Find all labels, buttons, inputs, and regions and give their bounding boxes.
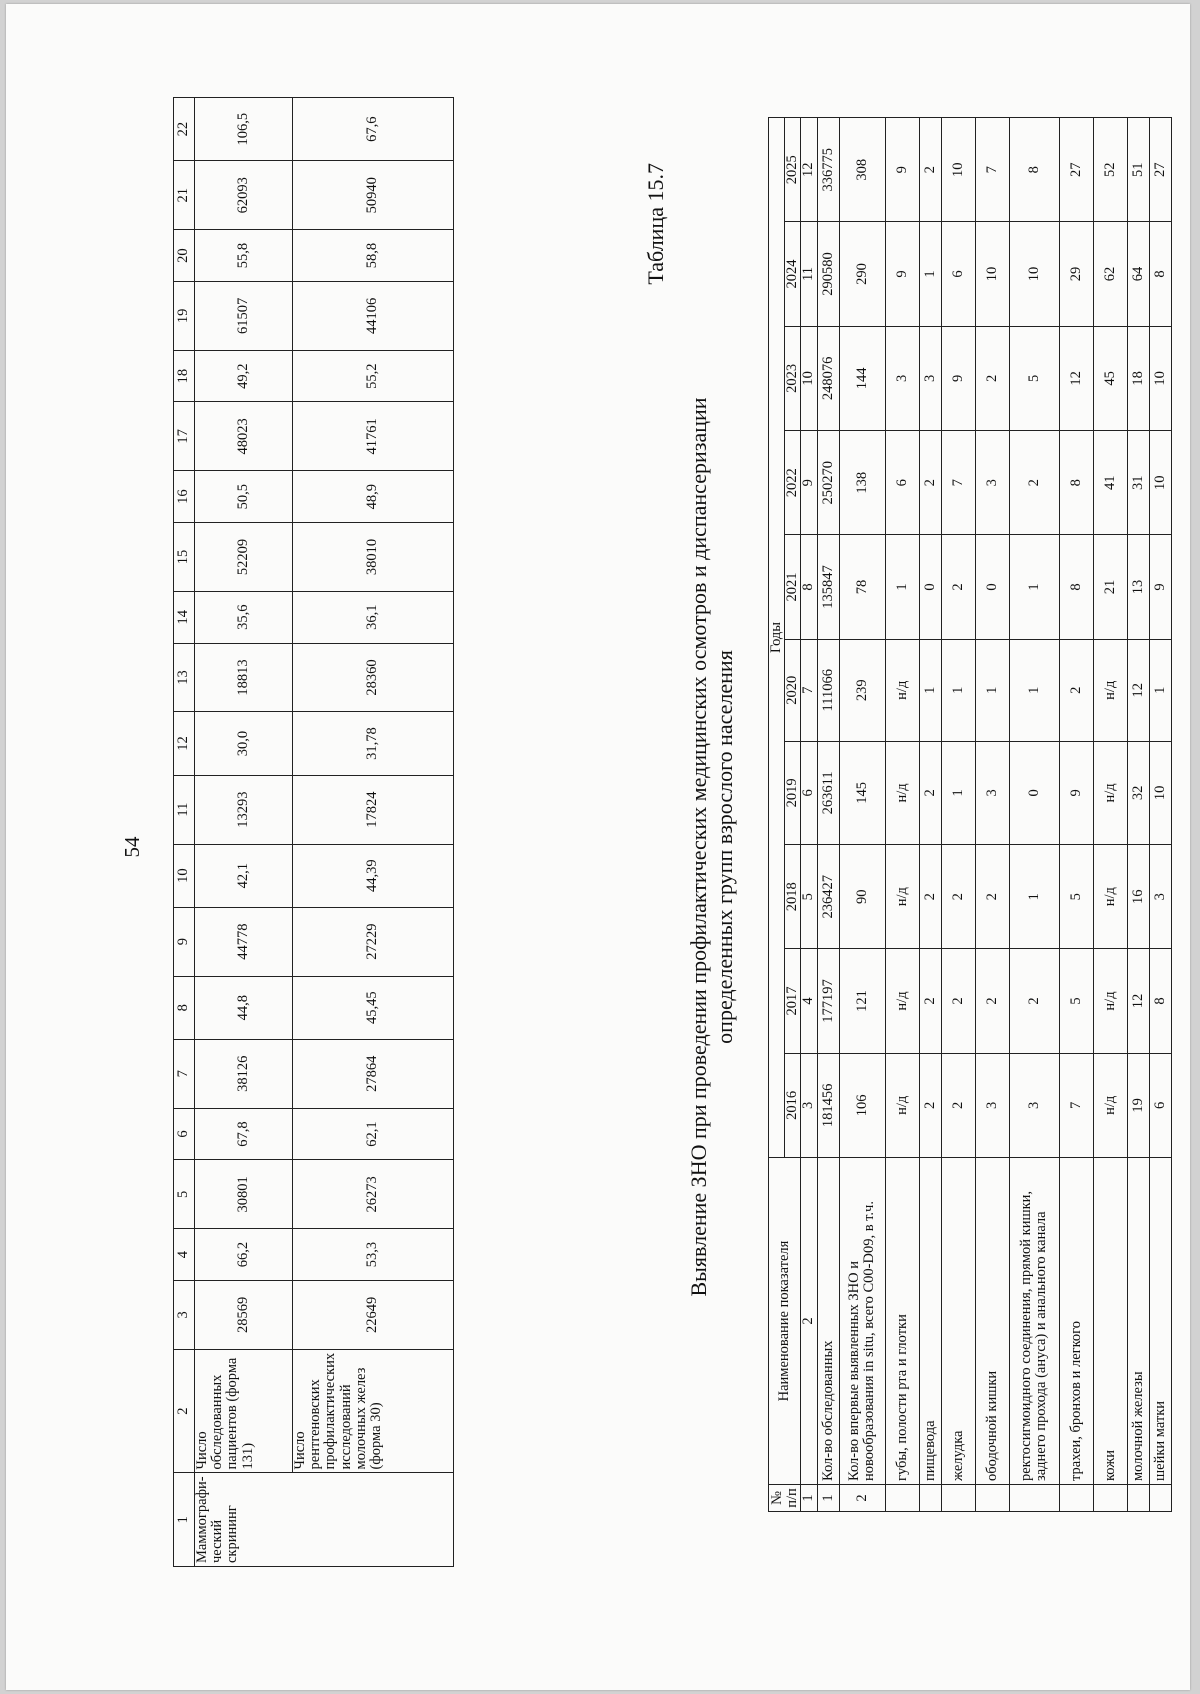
value-cell: 48023 <box>195 402 293 471</box>
value-cell: 1 <box>919 222 941 326</box>
value-cell: 2 <box>919 845 941 949</box>
year-header-cell: 2017 <box>785 949 801 1053</box>
value-cell: 10 <box>1149 326 1171 430</box>
column-header-name: Наименование показателя <box>769 1158 801 1485</box>
table-row <box>817 118 839 1512</box>
value-cell: 121 <box>839 949 885 1053</box>
value-cell: 10 <box>1149 431 1171 535</box>
value-cell: 2 <box>941 949 975 1053</box>
table-row <box>919 118 941 1512</box>
table-row <box>1127 118 1149 1512</box>
value-cell: 181456 <box>817 1053 839 1157</box>
table-row <box>195 98 293 1567</box>
value-cell: 2 <box>919 118 941 222</box>
index-cell: 11 <box>801 222 817 326</box>
value-cell: 7 <box>975 118 1009 222</box>
value-cell: 2 <box>941 845 975 949</box>
table-row <box>975 118 1009 1512</box>
indicator-name-cell: Кол-во впервые выявленных ЗНО и новообразования in situ, всего С00-D09, в т.ч. <box>839 1158 885 1485</box>
column-header-number: № п/п <box>769 1485 801 1512</box>
index-cell: 12 <box>801 118 817 222</box>
header-cell: 19 <box>174 281 195 350</box>
year-header-cell: 2018 <box>785 845 801 949</box>
value-cell: 2 <box>975 949 1009 1053</box>
value-cell: 22649 <box>293 1280 454 1349</box>
value-cell: н/д <box>885 639 919 741</box>
value-cell: 27 <box>1149 118 1171 222</box>
value-cell: 308 <box>839 118 885 222</box>
index-cell: 7 <box>801 639 817 741</box>
table-row <box>839 118 885 1512</box>
document-page <box>6 4 1190 1690</box>
value-cell: 10 <box>1149 741 1171 844</box>
year-header-cell: 2021 <box>785 535 801 639</box>
value-cell: 19 <box>1127 1053 1149 1157</box>
row-label-cell: Число рентгеновских профилактических исследований молочных желез (форма 30) <box>293 1349 454 1473</box>
table-header-row <box>174 98 195 1567</box>
value-cell: 0 <box>975 535 1009 639</box>
value-cell: 1 <box>919 639 941 741</box>
header-cell: 12 <box>174 712 195 775</box>
value-cell: 3 <box>975 1053 1009 1157</box>
indicator-name-cell: ректосигмоидного соединения, прямой кишки, заднего прохода (ануса) и анального канала <box>1009 1158 1059 1485</box>
header-cell: 5 <box>174 1160 195 1229</box>
row-number-cell <box>1059 1485 1093 1512</box>
value-cell: 0 <box>919 535 941 639</box>
value-cell: 36,1 <box>293 591 454 643</box>
value-cell: 50940 <box>293 161 454 230</box>
value-cell: 9 <box>941 326 975 430</box>
value-cell: 9 <box>885 118 919 222</box>
value-cell: 18 <box>1127 326 1149 430</box>
indicator-name-cell: молочной железы <box>1127 1158 1149 1485</box>
value-cell: 0 <box>1009 741 1059 844</box>
value-cell: 52209 <box>195 522 293 591</box>
header-cell: 17 <box>174 402 195 471</box>
value-cell: 16 <box>1127 845 1149 949</box>
header-cell: 2 <box>174 1349 195 1473</box>
value-cell: 28569 <box>195 1280 293 1349</box>
value-cell: 250270 <box>817 431 839 535</box>
value-cell: 10 <box>975 222 1009 326</box>
table-header-row <box>769 118 785 1512</box>
table-row <box>1149 118 1171 1512</box>
row-number-cell <box>1093 1485 1127 1512</box>
header-cell: 16 <box>174 471 195 523</box>
value-cell: 44,39 <box>293 844 454 907</box>
value-cell: 1 <box>1009 845 1059 949</box>
value-cell: 44778 <box>195 907 293 976</box>
header-cell: 9 <box>174 907 195 976</box>
value-cell: 62,1 <box>293 1108 454 1160</box>
value-cell: 50,5 <box>195 471 293 523</box>
year-header-cell: 2020 <box>785 639 801 741</box>
year-header-cell: 2022 <box>785 431 801 535</box>
index-cell: 9 <box>801 431 817 535</box>
header-cell: 21 <box>174 161 195 230</box>
value-cell: 62 <box>1093 222 1127 326</box>
value-cell: 177197 <box>817 949 839 1053</box>
value-cell: 55,8 <box>195 230 293 282</box>
value-cell: 21 <box>1093 535 1127 639</box>
value-cell: 44106 <box>293 281 454 350</box>
year-header-cell: 2023 <box>785 326 801 430</box>
value-cell: 145 <box>839 741 885 844</box>
indicator-name-cell: трахеи, бронхов и легкого <box>1059 1158 1093 1485</box>
group-label-cell: Маммографи-ческий скрининг <box>195 1473 454 1567</box>
value-cell: 8 <box>1149 222 1171 326</box>
indicator-name-cell: пищевода <box>919 1158 941 1485</box>
screening-table <box>173 97 454 1567</box>
header-cell: 1 <box>174 1473 195 1567</box>
value-cell: 290580 <box>817 222 839 326</box>
value-cell: 13 <box>1127 535 1149 639</box>
header-cell: 10 <box>174 844 195 907</box>
value-cell: 38010 <box>293 522 454 591</box>
value-cell: 12 <box>1059 326 1093 430</box>
value-cell: 66,2 <box>195 1229 293 1281</box>
value-cell: 61507 <box>195 281 293 350</box>
value-cell: 27229 <box>293 907 454 976</box>
value-cell: 31 <box>1127 431 1149 535</box>
value-cell: 27864 <box>293 1039 454 1108</box>
header-cell: 7 <box>174 1039 195 1108</box>
value-cell: 1 <box>941 741 975 844</box>
value-cell: 13293 <box>195 775 293 844</box>
value-cell: 58,8 <box>293 230 454 282</box>
value-cell: 263611 <box>817 741 839 844</box>
table-caption: Таблица 15.7 <box>643 163 668 285</box>
value-cell: 48,9 <box>293 471 454 523</box>
table-title-line-1: Выявление ЗНО при проведении профилактических медицинских осмотров и диспансеризации <box>686 397 711 1297</box>
value-cell: 236427 <box>817 845 839 949</box>
value-cell: 2 <box>1009 949 1059 1053</box>
indicator-name-cell: ободочной кишки <box>975 1158 1009 1485</box>
index-cell: 10 <box>801 326 817 430</box>
value-cell: 41761 <box>293 402 454 471</box>
value-cell: 2 <box>1059 639 1093 741</box>
table-row <box>1093 118 1127 1512</box>
header-cell: 15 <box>174 522 195 591</box>
value-cell: 32 <box>1127 741 1149 844</box>
value-cell: 18813 <box>195 643 293 712</box>
value-cell: 12 <box>1127 639 1149 741</box>
value-cell: 90 <box>839 845 885 949</box>
value-cell: 6 <box>885 431 919 535</box>
indicator-name-cell: губы, полости рта и глотки <box>885 1158 919 1485</box>
value-cell: 41 <box>1093 431 1127 535</box>
value-cell: 2 <box>975 326 1009 430</box>
value-cell: н/д <box>1093 741 1127 844</box>
value-cell: 144 <box>839 326 885 430</box>
row-number-cell <box>1149 1485 1171 1512</box>
value-cell: 29 <box>1059 222 1093 326</box>
column-index-row <box>801 118 817 1512</box>
value-cell: 52 <box>1093 118 1127 222</box>
table-row <box>1009 118 1059 1512</box>
header-cell: 14 <box>174 591 195 643</box>
value-cell: 10 <box>941 118 975 222</box>
value-cell: 49,2 <box>195 350 293 402</box>
value-cell: 45 <box>1093 326 1127 430</box>
value-cell: 3 <box>1149 845 1171 949</box>
header-cell: 6 <box>174 1108 195 1160</box>
value-cell: 9 <box>885 222 919 326</box>
row-number-cell: 1 <box>817 1485 839 1512</box>
value-cell: 12 <box>1127 949 1149 1053</box>
value-cell: 6 <box>941 222 975 326</box>
table-row <box>885 118 919 1512</box>
value-cell: 26273 <box>293 1160 454 1229</box>
value-cell: 1 <box>941 639 975 741</box>
value-cell: н/д <box>885 1053 919 1157</box>
value-cell: 64 <box>1127 222 1149 326</box>
header-cell: 3 <box>174 1280 195 1349</box>
value-cell: 9 <box>1149 535 1171 639</box>
indicator-name-cell: шейки матки <box>1149 1158 1171 1485</box>
value-cell: 5 <box>1059 845 1093 949</box>
header-cell: 8 <box>174 976 195 1039</box>
row-label-cell: Число обследованных пациентов (форма 131) <box>195 1349 293 1473</box>
index-cell: 6 <box>801 741 817 844</box>
value-cell: 106,5 <box>195 98 293 161</box>
value-cell: 2 <box>919 431 941 535</box>
value-cell: 62093 <box>195 161 293 230</box>
value-cell: 3 <box>975 431 1009 535</box>
value-cell: н/д <box>1093 949 1127 1053</box>
value-cell: 27 <box>1059 118 1093 222</box>
value-cell: 42,1 <box>195 844 293 907</box>
value-cell: 5 <box>1009 326 1059 430</box>
value-cell: 5 <box>1059 949 1093 1053</box>
index-cell: 3 <box>801 1053 817 1157</box>
value-cell: 8 <box>1059 535 1093 639</box>
table-row <box>941 118 975 1512</box>
value-cell: 67,6 <box>293 98 454 161</box>
index-cell: 4 <box>801 949 817 1053</box>
value-cell: 111066 <box>817 639 839 741</box>
table-row <box>1059 118 1093 1512</box>
value-cell: 3 <box>1009 1053 1059 1157</box>
value-cell: 2 <box>919 1053 941 1157</box>
year-header-cell: 2024 <box>785 222 801 326</box>
value-cell: 1 <box>1009 535 1059 639</box>
table-title-line-2: определенных групп взрослого населения <box>712 650 738 1044</box>
value-cell: 30801 <box>195 1160 293 1229</box>
indicator-name-cell: кожи <box>1093 1158 1127 1485</box>
value-cell: 1 <box>885 535 919 639</box>
value-cell: 10 <box>1009 222 1059 326</box>
value-cell: н/д <box>1093 639 1127 741</box>
header-cell: 20 <box>174 230 195 282</box>
header-cell: 18 <box>174 350 195 402</box>
value-cell: 2 <box>975 845 1009 949</box>
value-cell: 7 <box>941 431 975 535</box>
row-number-cell <box>975 1485 1009 1512</box>
value-cell: 8 <box>1009 118 1059 222</box>
value-cell: н/д <box>885 949 919 1053</box>
value-cell: 45,45 <box>293 976 454 1039</box>
value-cell: 9 <box>1059 741 1093 844</box>
table-row <box>293 98 454 1567</box>
value-cell: 55,2 <box>293 350 454 402</box>
value-cell: 3 <box>975 741 1009 844</box>
row-number-cell <box>941 1485 975 1512</box>
column-header-years: Годы <box>769 118 785 1158</box>
value-cell: 138 <box>839 431 885 535</box>
value-cell: 31,78 <box>293 712 454 775</box>
value-cell: 8 <box>1149 949 1171 1053</box>
value-cell: 2 <box>919 949 941 1053</box>
value-cell: 1 <box>1149 639 1171 741</box>
value-cell: 35,6 <box>195 591 293 643</box>
indicator-name-cell: желудка <box>941 1158 975 1485</box>
value-cell: 106 <box>839 1053 885 1157</box>
value-cell: 3 <box>885 326 919 430</box>
value-cell: 53,3 <box>293 1229 454 1281</box>
value-cell: 2 <box>1009 431 1059 535</box>
value-cell: 290 <box>839 222 885 326</box>
value-cell: 44,8 <box>195 976 293 1039</box>
value-cell: 78 <box>839 535 885 639</box>
value-cell: 248076 <box>817 326 839 430</box>
table-title <box>686 67 739 1627</box>
index-cell: 8 <box>801 535 817 639</box>
value-cell: 1 <box>1009 639 1059 741</box>
value-cell: 135847 <box>817 535 839 639</box>
value-cell: 239 <box>839 639 885 741</box>
value-cell: 30,0 <box>195 712 293 775</box>
value-cell: 8 <box>1059 431 1093 535</box>
header-cell: 11 <box>174 775 195 844</box>
value-cell: н/д <box>885 845 919 949</box>
indicator-name-cell: Кол-во обследованных <box>817 1158 839 1485</box>
value-cell: 2 <box>941 1053 975 1157</box>
rotated-landscape-content <box>98 67 1168 1627</box>
value-cell: 336775 <box>817 118 839 222</box>
page-number: 54 <box>120 836 144 858</box>
row-number-cell <box>885 1485 919 1512</box>
value-cell: 67,8 <box>195 1108 293 1160</box>
index-cell: 5 <box>801 845 817 949</box>
value-cell: 51 <box>1127 118 1149 222</box>
header-cell: 13 <box>174 643 195 712</box>
value-cell: 6 <box>1149 1053 1171 1157</box>
value-cell: 17824 <box>293 775 454 844</box>
year-header-cell: 2025 <box>785 118 801 222</box>
index-cell: 1 <box>801 1485 817 1512</box>
header-cell: 22 <box>174 98 195 161</box>
year-header-cell: 2019 <box>785 741 801 844</box>
value-cell: н/д <box>1093 1053 1127 1157</box>
row-number-cell <box>1127 1485 1149 1512</box>
value-cell: н/д <box>885 741 919 844</box>
row-number-cell <box>1009 1485 1059 1512</box>
value-cell: 2 <box>941 535 975 639</box>
value-cell: н/д <box>1093 845 1127 949</box>
cancer-detection-table <box>768 117 1172 1512</box>
value-cell: 38126 <box>195 1039 293 1108</box>
value-cell: 28360 <box>293 643 454 712</box>
header-cell: 4 <box>174 1229 195 1281</box>
value-cell: 1 <box>975 639 1009 741</box>
row-number-cell <box>919 1485 941 1512</box>
row-number-cell: 2 <box>839 1485 885 1512</box>
year-header-cell: 2016 <box>785 1053 801 1157</box>
index-cell: 2 <box>801 1158 817 1485</box>
value-cell: 2 <box>919 741 941 844</box>
value-cell: 3 <box>919 326 941 430</box>
value-cell: 7 <box>1059 1053 1093 1157</box>
